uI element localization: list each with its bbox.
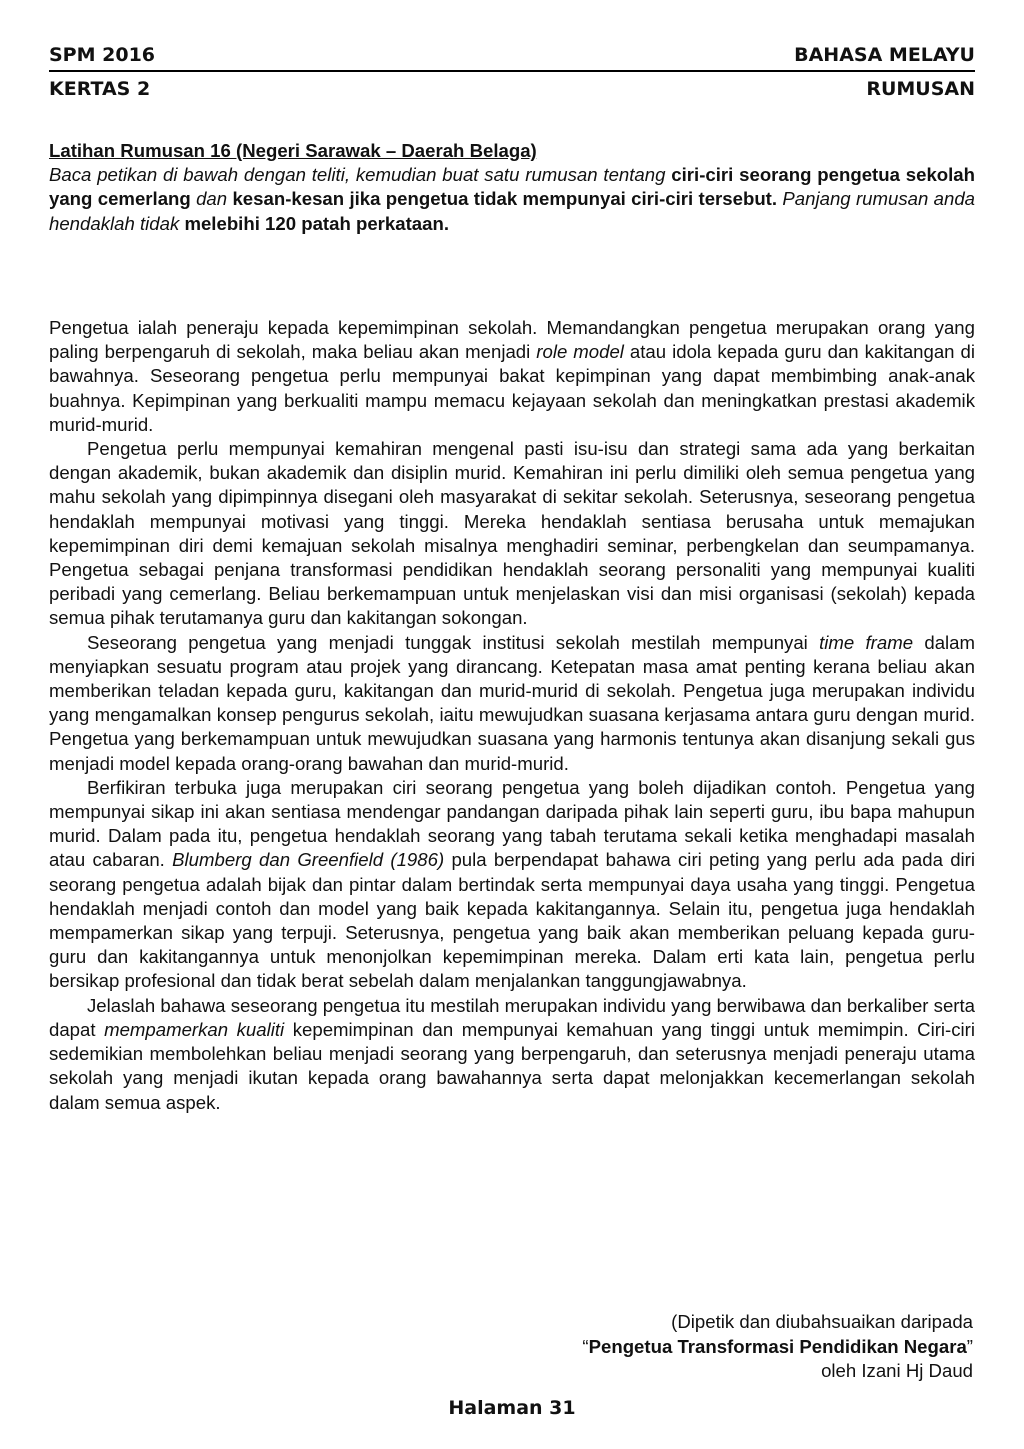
paragraph-text: Berfikiran terbuka juga merupakan ciri seorang pengetua yang boleh dijadikan contoh. Pengetua yang mempunyai sikap ini akan sentiasa mendengar pandangan daripada pihak lain seperti guru, ibu bapa mahupun murid. Dalam pada itu, pengetua hendaklah seorang yang tabah terutama sekali ketika menghadapi masalah atau cabaran. <box>49 776 975 871</box>
paragraph-text: dalam menyiapkan sesuatu program atau projek yang dirancang. Ketepatan masa amat penting kerana beliau akan memberikan teladan kepada guru, kakitangan dan murid-murid di sekolah. Pengetua juga merupakan individu yang mengamalkan konsep pengurus sekolah, iaitu mewujudkan suasana kerjasama antara guru dengan murid. Pengetua yang berkemampuan untuk mewujudkan suasana yang harmonis tentunya akan disanjung sekali gus menjadi model kepada orang-orang bawahan dan murid-murid. <box>49 631 976 774</box>
header-row-1 <box>49 43 975 67</box>
italic-term: time frame <box>819 631 914 653</box>
paper-label: KERTAS 2 <box>49 78 151 100</box>
instruction-topic-1: ciri-ciri seorang pengetua sekolah yang cemerlang <box>49 164 976 210</box>
source-citation <box>582 1310 973 1384</box>
paragraph-2: Pengetua perlu mempunyai kemahiran mengenal pasti isu-isu dan strategi sama ada yang berkaitan dengan akademik, bukan akademik dan disiplin murid. Kemahiran ini perlu dimiliki oleh semua pengetua yang mahu sekolah yang dipimpinnya disegani oleh masyarakat di sekitar sekolah. Seterusnya, seseorang pengetua hendaklah mempunyai motivasi yang tinggi. Mereka hendaklah sentiasa berusaha untuk memajukan kepemimpinan diri demi kemajuan sekolah misalnya menghadiri seminar, perbengkelan dan seumpamanya. Pengetua sebagai penjana transformasi pendidikan hendaklah seorang personaliti yang mempunyai kualiti peribadi yang cemerlang. Beliau berkemampuan untuk menjelaskan visi dan misi organisasi (sekolah) kepada semua pihak terutamanya guru dan kakitangan sokongan. <box>49 438 975 629</box>
book-title: Pengetua Transformasi Pendidikan Negara <box>588 1335 967 1357</box>
italic-citation: Blumberg dan Greenfield (1986) <box>172 849 445 871</box>
passage <box>49 316 975 1115</box>
instructions <box>49 139 975 236</box>
paragraph-text: pula berpendapat bahawa ciri peting yang perlu ada pada diri seorang pengetua adalah bijak dan pintar dalam bertindak serta mempunyai daya usaha yang tinggi. Pengetua hendaklah menjadi contoh dan model yang baik kepada kakitangannya. Selain itu, pengetua juga hendaklah mempamerkan sikap yang terpuji. Seterusnya, pengetua yang baik akan memberikan peluang kepada guru-guru dan kakitangannya untuk menonjolkan kepemimpinan mereka. Dalam erti kata lain, pengetua perlu bersikap profesional dan tidak berat sebelah dalam menjalankan tanggungjawabnya. <box>49 849 975 992</box>
paragraph-text: Jelaslah bahawa seseorang pengetua itu mestilah merupakan individu yang berwibawa dan berkaliber serta dapat <box>49 994 975 1040</box>
paragraph-5 <box>49 994 975 1115</box>
paragraph-1 <box>49 316 975 437</box>
paragraph-text: atau idola kepada guru dan kakitangan di bawahnya. Seseorang pengetua perlu mempunyai bakat kepimpinan yang dapat membimbing anak-anak buahnya. Kepimpinan yang berkualiti mampu memacu kejayaan sekolah dan meningkatkan prestasi akademik murid-murid. <box>49 341 975 435</box>
page-number: Halaman 31 <box>448 1397 576 1419</box>
source-author: oleh Izani Hj Daud <box>821 1360 973 1381</box>
instruction-text-1: Baca petikan di bawah dengan teliti, kemudian buat satu rumusan tentang <box>49 164 666 186</box>
italic-term: mempamerkan kualiti <box>104 1018 285 1040</box>
instruction-connector: dan <box>196 188 228 210</box>
italic-term: role model <box>536 341 624 363</box>
subject-label: BAHASA MELAYU <box>794 44 975 66</box>
instruction-topic-2: kesan-kesan jika pengetua tidak mempunyai ciri-ciri tersebut. <box>232 188 778 210</box>
paragraph-4 <box>49 776 975 994</box>
close-quote: ” <box>966 1335 973 1357</box>
paragraph-3 <box>49 631 975 776</box>
exam-label: SPM 2016 <box>49 44 156 66</box>
document-page <box>49 0 975 1449</box>
paragraph-text: Pengetua ialah peneraju kepada kepemimpinan sekolah. Memandangkan pengetua merupakan orang yang paling berpengaruh di sekolah, maka beliau akan menjadi <box>49 317 975 363</box>
paragraph-text: Seseorang pengetua yang menjadi tunggak institusi sekolah mestilah mempunyai <box>87 631 808 653</box>
header-row-2 <box>49 77 975 101</box>
source-title-line <box>582 1335 973 1360</box>
source-intro: (Dipetik dan diubahsuaikan daripada <box>671 1311 973 1332</box>
instruction-text-2: Panjang rumusan anda hendaklah tidak <box>49 188 976 234</box>
open-quote: “ <box>582 1335 589 1357</box>
paragraph-text: kepemimpinan dan mempunyai kemahuan yang tinggi untuk memimpin. Ciri-ciri sedemikian membolehkan beliau menjadi seorang yang berpengaruh, dan seterusnya menjadi peneraju utama sekolah yang menjadi ikutan kepada orang bawahannya serta dapat melonjakkan kecemerlangan sekolah dalam semua aspek. <box>49 1018 975 1113</box>
header-divider <box>49 70 975 72</box>
exercise-title: Latihan Rumusan 16 (Negeri Sarawak – Daerah Belaga) <box>49 140 537 161</box>
instruction-word-limit: melebihi 120 patah perkataan. <box>184 212 449 234</box>
section-label: RUMUSAN <box>866 78 975 100</box>
